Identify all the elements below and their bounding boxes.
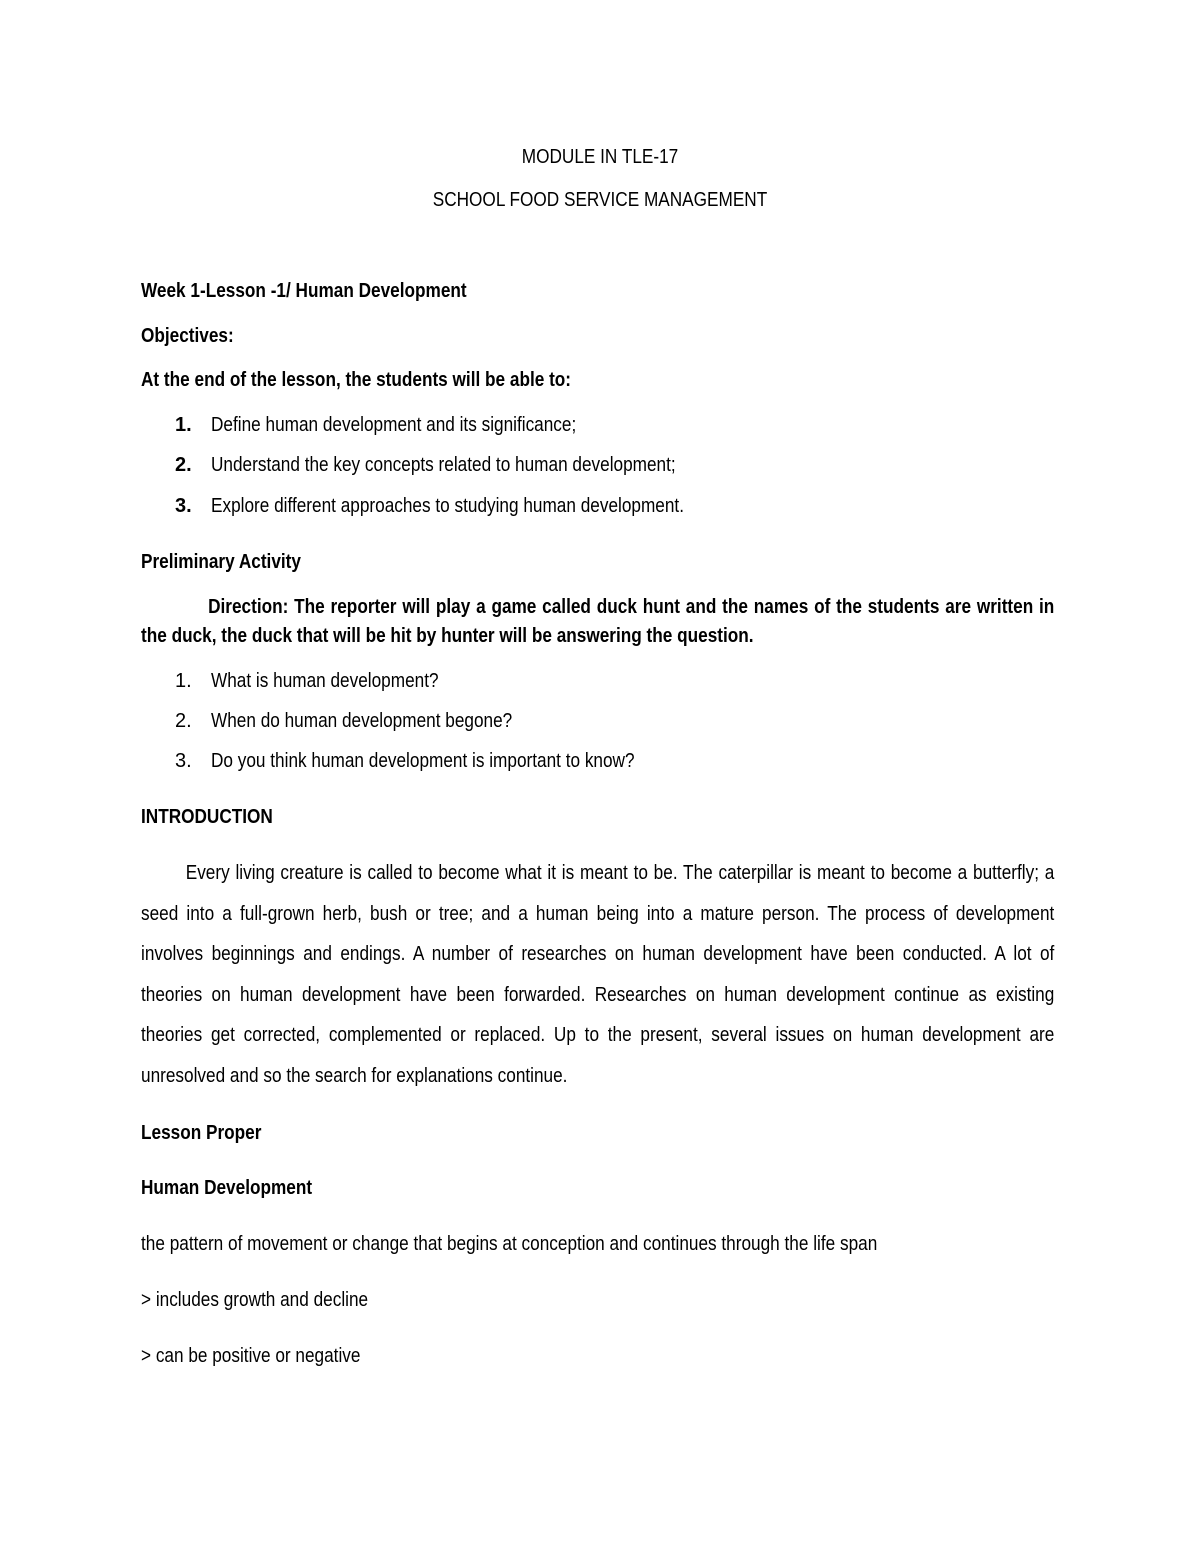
introduction-heading: INTRODUCTION (141, 806, 273, 828)
question-number: 3. (175, 750, 192, 772)
human-development-heading: Human Development (141, 1177, 313, 1199)
question-item: When do human development begone? (211, 710, 513, 732)
week-lesson-heading: Week 1-Lesson -1/ Human Development (141, 280, 467, 302)
activity-direction-text: Direction: The reporter will play a game called duck hunt and the names of the students are written in the duck, the duck that will be hit by hunter will be answering the question. (141, 596, 1055, 647)
objective-number: 1. (175, 414, 192, 436)
definition-text: the pattern of movement or change that begins at conception and continues through the life span (141, 1233, 878, 1255)
introduction-paragraph (141, 853, 1054, 1096)
question-item: Do you think human development is important to know? (211, 750, 635, 772)
objectives-heading: Objectives: (141, 325, 234, 347)
question-number: 2. (175, 710, 192, 732)
introduction-paragraph-text: Every living creature is called to become what it is meant to be. The caterpillar is meant to become a butterfly; a seed into a full-grown herb, bush or tree; and a human being into a mature person. The process of development involves beginnings and endings. A number of researches on human development have been conducted. A lot of theories on human development have been forwarded. Researches on human development continue as existing theories get corrected, complemented or replaced. Up to the present, several issues on human development are unresolved and so the search for explanations continue. (141, 862, 1055, 1087)
question-number: 1. (175, 670, 192, 692)
module-title-text: MODULE IN TLE-17 (521, 146, 679, 168)
objective-item: Understand the key concepts related to human development; (211, 454, 676, 476)
course-title (0, 188, 1200, 212)
point-item: > can be positive or negative (141, 1345, 361, 1367)
point-item: > includes growth and decline (141, 1289, 369, 1311)
objective-item: Explore different approaches to studying human development. (211, 495, 684, 517)
activity-direction (141, 593, 1054, 651)
course-title-text: SCHOOL FOOD SERVICE MANAGEMENT (432, 189, 768, 211)
question-item: What is human development? (211, 670, 439, 692)
module-title (0, 145, 1200, 169)
objectives-intro: At the end of the lesson, the students will be able to: (141, 369, 572, 391)
preliminary-activity-heading: Preliminary Activity (141, 551, 301, 573)
objective-item: Define human development and its significance; (211, 414, 577, 436)
lesson-proper-heading: Lesson Proper (141, 1122, 262, 1144)
objective-number: 2. (175, 454, 192, 476)
objective-number: 3. (175, 495, 192, 517)
